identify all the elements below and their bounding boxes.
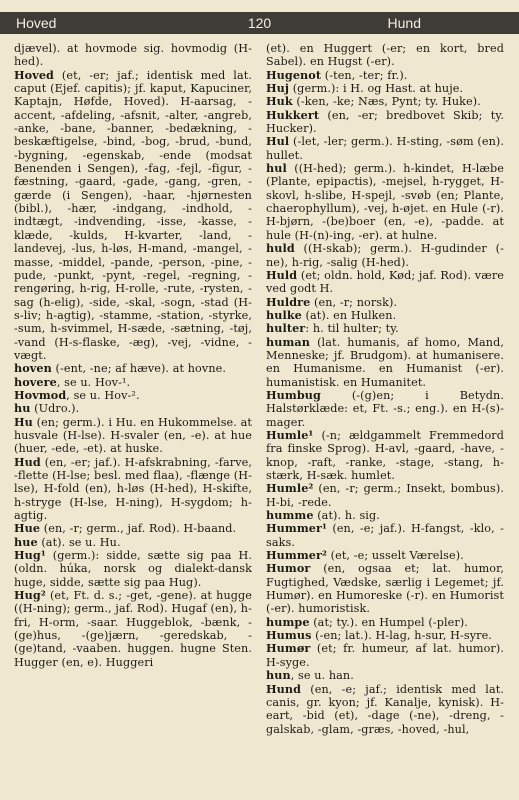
entry-headword: hul [266,161,287,176]
entry-text: (en, -er; jaf.). H-afskrabning, -farve, -flette (H-lse; besl. med flaa), -flænge (H-lse), H-fold (en), h-løs (H-hed), H-skifte, h-stryge (H-lse, H-ning), H-sygdom; h-agtig. [14,455,253,523]
dictionary-entry [266,42,504,69]
dictionary-entry [266,549,504,562]
dictionary-entry [266,135,504,162]
entry-text: (en, ogsaa et; lat. humor, Fugtighed, Vædske, særlig i Legemet; jf. Humør). en Humoreske (-r). en Humorist (-er). humoristisk. [266,562,504,616]
entry-headword: Humus [266,628,312,643]
dictionary-entry [266,69,504,82]
dictionary-entry [266,562,504,615]
entry-text: (en, -r; germ.; Insekt, bombus). H-bi, -rede. [266,482,504,509]
entry-text: (-ent, -ne; af hæve). at hovne. [51,362,226,376]
dictionary-entry [14,522,252,535]
entry-headword: hulter [266,321,306,336]
entry-text: , se u. han. [290,669,354,683]
entry-text: ((H-skab); germ.). H-gudinder (-ne), h-rig, -salig (H-hed). [266,242,504,269]
entry-text: (-n; ældgammelt Fremmedord fra finske Sprog). H-avl, -gaard, -have, -knop, -raft, -ranke, -stage, -stang, h-stærk, H-sæk. humlet. [266,428,504,482]
dictionary-entry [14,362,252,375]
dictionary-entry [266,95,504,108]
entry-headword: Humor [266,561,311,576]
dictionary-entry [14,389,252,402]
entry-headword: humme [266,508,314,523]
entry-text: (lat. humanis, af homo, Mand, Menneske; jf. Brudgom). at humanisere. en Humanisme. en Humanist (-er). humanistisk. en Humanitet. [266,335,504,389]
dictionary-entry [14,456,252,523]
dictionary-entry [266,482,504,509]
entry-text: (at; ty.). en Humpel (-pler). [309,615,468,629]
dictionary-entry [14,536,252,549]
entry-headword: Humør [266,641,311,656]
dictionary-entry [266,509,504,522]
dictionary-entry [266,269,504,296]
entry-headword: Huld [266,267,298,282]
right-column [266,42,504,736]
entry-text: (et; oldn. hold, Kød; jaf. Rod). være ved godt H. [266,268,504,296]
entry-headword: Humle² [266,481,314,496]
entry-headword: Hud [14,454,41,469]
entry-headword: Humle¹ [266,427,314,442]
dictionary-entry [14,376,252,389]
dictionary-entry [266,683,504,736]
entry-text: : h. til hulter; ty. [305,322,399,336]
entry-text: (germ.): i H. og Hast. at huje. [289,82,464,96]
dictionary-entry [266,109,504,136]
entry-text: (et). en Huggert (-er; en kort, bred Sabel). en Hugst (-er). [266,42,504,69]
entry-headword: Hu [14,414,33,429]
entry-text: (en, -r; germ., jaf. Rod). H-baand. [40,522,237,536]
dictionary-entry [266,629,504,642]
entry-headword: Hovmod [14,387,67,402]
running-header [0,12,519,34]
entry-text: (en; germ.). i Hu. en Hukommelse. at husvale (H-lse). H-svaler (en, -e). at hue (huer, -ede, -et). at huske. [14,415,252,456]
dictionary-entry [266,242,504,269]
entry-headword: huld [266,241,295,256]
dictionary-entry [14,69,252,363]
entry-headword: Hug¹ [14,548,46,563]
entry-text: (en, -er; bredbovet Skib; ty. Hucker). [266,108,504,136]
entry-headword: Huj [266,81,290,96]
header-right-word: Hund [387,15,421,31]
entry-text: , se u. Hov-². [66,388,140,402]
dictionary-entry [266,322,504,335]
entry-headword: Hummer² [266,548,327,563]
entry-text: (en, -e; jaf.; identisk med lat. canis, gr. kyon; jf. Kanalje, kynisk). H-eart, -bid (et), -dage (-ne), -dreng, -galskab, -glam, -græs, -hoved, -hul, [266,682,504,736]
entry-text: , se u. Hov-¹. [56,375,131,389]
dictionary-entry [14,402,252,415]
dictionary-entry [266,309,504,322]
entry-text: (-(g)en; i Betydn. Halstørklæde: et, Ft. -s.; eng.). en H-(s)-mager. [266,388,504,429]
entry-headword: Hummer¹ [266,521,327,536]
entry-headword: Huldre [266,294,311,309]
dictionary-entry [266,522,504,549]
entry-headword: Huk [266,94,293,109]
dictionary-entry [14,42,252,69]
entry-headword: hun [266,668,291,683]
entry-text: (et, -e; usselt Værelse). [327,549,464,563]
entry-text: (et; fr. humeur, af lat. humor). H-syge. [266,642,504,669]
entry-headword: Hukkert [266,107,320,122]
entry-headword: Hoved [14,67,54,82]
entry-headword: hue [14,534,38,549]
dictionary-entry [266,669,504,682]
entry-text: (Udro.). [30,402,80,416]
entry-headword: human [266,334,310,349]
left-column [14,42,252,669]
dictionary-entry [266,82,504,95]
dictionary-entry [266,429,504,482]
entry-text: (et, -er; jaf.; identisk med lat. caput (Ejef. capitis); jf. kaput, Kapuciner, Kaptajn, Høfde, Hoved). H-aarsag, -accent, -afdeling, -afsnit, -alter, -angreb, -anke, -bane, -banner, -bedækning, -beskæftigelse, -bind, -bog, -brud, -bund, -bygning, -egenskab, -ende (modsat Benenden i Sengen), -fag, -fejl, -figur, -fæstning, -gaard, -gade, -gang, -gren, -gærde (i Sengen), -haar, -hjørnesten (bibl.), -hær, -indgang, -indhold, -indtægt, -indvending, -isse, -kasse, -klæde, -kulds, H-kvarter, -land, -landevej, -lus, h-løs, H-mand, -mangel, -masse, -middel, -pande, -person, -pine, -pude, -punkt, -pynt, -regel, -regning, -rengøring, h-rig, H-rolle, -rute, -rysten, -sag (h-elig), -side, -skal, -sogn, -stad (H-s-liv; h-agtig), -stamme, -station, -styrke, -sum, h-svimmel, H-sæde, -sætning, -tøj, -vand (H-s-flaske, -æg), -vej, -vidne, -vægt. [14,68,252,362]
entry-headword: hulke [266,307,302,322]
header-left-word: Hoved [16,15,57,31]
entry-headword: hovere [14,374,57,389]
entry-text: (germ.): sidde, sætte sig paa H. (oldn. húka, norsk og dialekt-dansk huge, sidde, sætte sig paa Hug). [14,549,252,589]
entry-headword: Hul [266,134,290,149]
entry-text: (-let, -ler; germ.). H-sting, -søm (en). hullet. [266,135,504,162]
dictionary-entry [14,416,252,456]
entry-text: (at). h. sig. [313,509,380,523]
entry-text: (at). se u. Hu. [37,535,121,549]
page-number: 120 [247,15,272,31]
entry-text: (en, -e; jaf.). H-fangst, -klo, -saks. [266,522,504,549]
entry-text: (et, Ft. d. s.; -get, -gene). at hugge ((H-ning); germ., jaf. Rod). Hugaf (en), h-fri, H-orm, -saar. Huggeblok, -bænk, -(ge)hus, -(ge)jærn, -geredskab, -(ge)tand, -vaaben. huggen. hugne Sten. Hugger (en, e). Huggeri [14,589,252,669]
entry-text: (at). en Hulken. [301,308,397,322]
dictionary-entry [266,642,504,669]
entry-headword: hoven [14,361,52,376]
entry-text: (-ken, -ke; Næs, Pynt; ty. Huke). [292,95,481,109]
entry-text: (-en; lat.). H-lag, h-sur, H-syre. [311,629,492,643]
entry-text: (-ten, -ter; fr.). [321,68,408,82]
entry-headword: hu [14,401,31,416]
dictionary-entry [266,296,504,309]
dictionary-entry [14,589,252,669]
entry-headword: Hugenot [266,67,322,82]
entry-headword: Humbug [266,387,321,402]
dictionary-entry [266,162,504,242]
entry-text: djævel). at hovmode sig. hovmodig (H-hed). [14,42,252,69]
dictionary-entry [14,549,252,589]
dictionary-entry [266,616,504,629]
entry-headword: Hue [14,521,41,536]
entry-text: ((H-hed); germ.). h-kindet, H-læbe (Plante, epipactis), -mejsel, h-rygget, H-skovl, h-slibe, H-spejl, -svøb (en; Plante, chaerophyllum), -vej, h-øjet. en Hule (-r). H-bjørn, -(be)boer (en, -e), -padde. at hule (H-(n)-ing, -er). at hulne. [266,162,504,242]
entry-text: (en, -r; norsk). [310,295,398,309]
entry-headword: humpe [266,614,310,629]
dictionary-entry [266,389,504,429]
dictionary-entry [266,336,504,389]
entry-headword: Hund [266,681,302,696]
entry-headword: Hug² [14,588,46,603]
